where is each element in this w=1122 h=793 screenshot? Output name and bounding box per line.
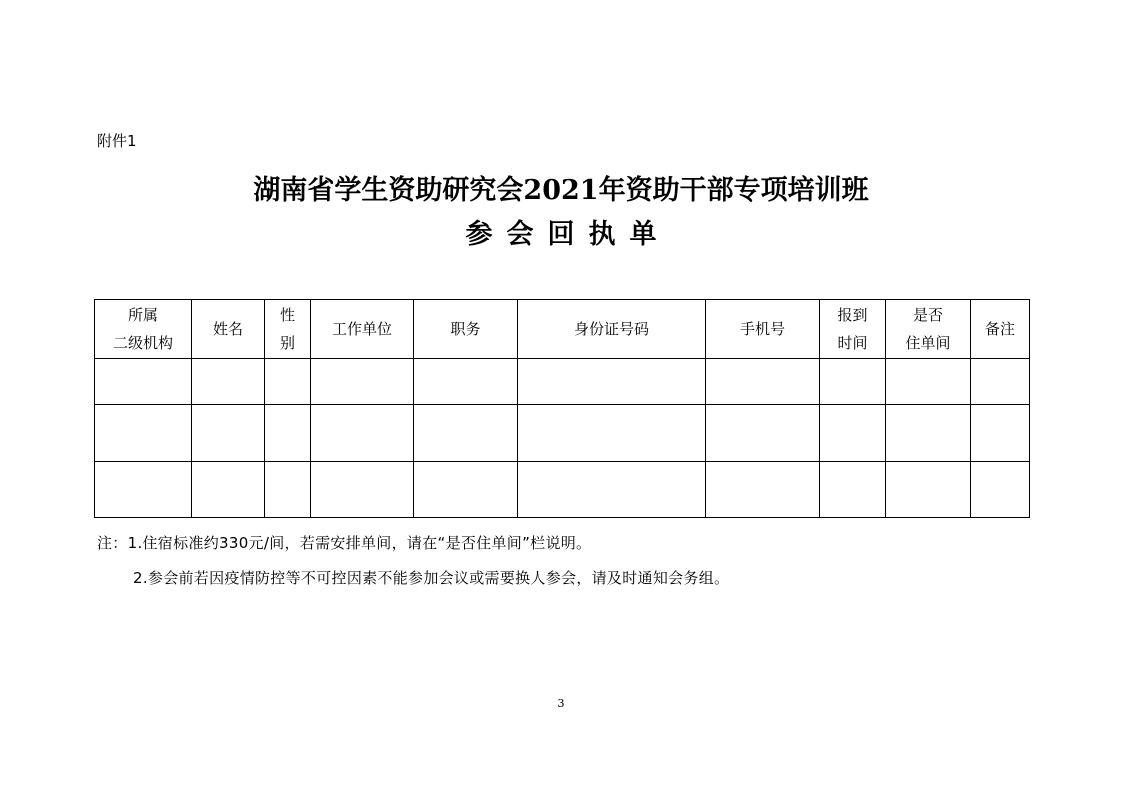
page-number: 3 (557, 697, 565, 710)
table-row (95, 359, 1030, 405)
header-text: 是否 (912, 306, 943, 324)
header-cell-position (414, 300, 518, 359)
header-text: 二级机构 (112, 334, 173, 352)
table-cell[interactable] (311, 462, 414, 518)
table-cell[interactable] (414, 405, 518, 462)
header-cell-phone (706, 300, 820, 359)
table-cell[interactable] (265, 462, 311, 518)
table-cell[interactable] (192, 405, 265, 462)
table-cell[interactable] (265, 359, 311, 405)
header-text: 所属 (127, 306, 158, 324)
header-text: 性 (279, 306, 295, 324)
table-cell[interactable] (265, 405, 311, 462)
header-text: 工作单位 (331, 320, 392, 338)
table-cell[interactable] (518, 359, 706, 405)
table-cell[interactable] (706, 359, 820, 405)
header-text: 身份证号码 (573, 320, 649, 338)
header-text: 住单间 (905, 334, 951, 352)
table-row (95, 405, 1030, 462)
table-cell[interactable] (820, 405, 886, 462)
header-text: 姓名 (212, 320, 243, 338)
table-cell[interactable] (706, 462, 820, 518)
header-cell-workplace (311, 300, 414, 359)
table-cell[interactable] (886, 462, 971, 518)
table-cell[interactable] (95, 405, 192, 462)
table-row (95, 462, 1030, 518)
header-cell-gender (265, 300, 311, 359)
header-text: 手机号 (739, 320, 785, 338)
table-cell[interactable] (192, 462, 265, 518)
table-cell[interactable] (971, 462, 1030, 518)
header-cell-single-room (886, 300, 971, 359)
header-text: 职务 (450, 320, 481, 338)
note-attendance-change: 2.参会前若因疫情防控等不可控因素不能参加会议或需要换人参会，请及时通知会务组。 (133, 569, 730, 587)
header-text: 时间 (837, 334, 868, 352)
table-cell[interactable] (820, 359, 886, 405)
table-cell[interactable] (886, 359, 971, 405)
table-cell[interactable] (95, 462, 192, 518)
table-cell[interactable] (518, 462, 706, 518)
table-cell[interactable] (971, 405, 1030, 462)
table-cell[interactable] (820, 462, 886, 518)
table-cell[interactable] (414, 359, 518, 405)
header-cell-arrival-time (820, 300, 886, 359)
document-title: 湖南省学生资助研究会2021年资助干部专项培训班 (253, 175, 869, 206)
header-cell-remarks (971, 300, 1030, 359)
table-cell[interactable] (311, 359, 414, 405)
table-cell[interactable] (518, 405, 706, 462)
header-text: 别 (279, 334, 295, 352)
header-cell-id-number (518, 300, 706, 359)
table-cell[interactable] (414, 462, 518, 518)
table-cell[interactable] (311, 405, 414, 462)
header-text: 报到 (837, 306, 868, 324)
table-cell[interactable] (886, 405, 971, 462)
table-cell[interactable] (971, 359, 1030, 405)
header-text: 备注 (984, 320, 1015, 338)
table-cell[interactable] (192, 359, 265, 405)
table-cell[interactable] (706, 405, 820, 462)
table-cell[interactable] (95, 359, 192, 405)
table-header-row (95, 300, 1030, 359)
document-subtitle: 参会回执单 (465, 219, 671, 250)
header-cell-name (192, 300, 265, 359)
registration-form-table (94, 299, 1030, 518)
attachment-label: 附件1 (97, 132, 137, 150)
header-cell-org (95, 300, 192, 359)
note-accommodation: 注：1.住宿标准约330元/间，若需安排单间，请在“是否住单间”栏说明。 (97, 534, 592, 552)
